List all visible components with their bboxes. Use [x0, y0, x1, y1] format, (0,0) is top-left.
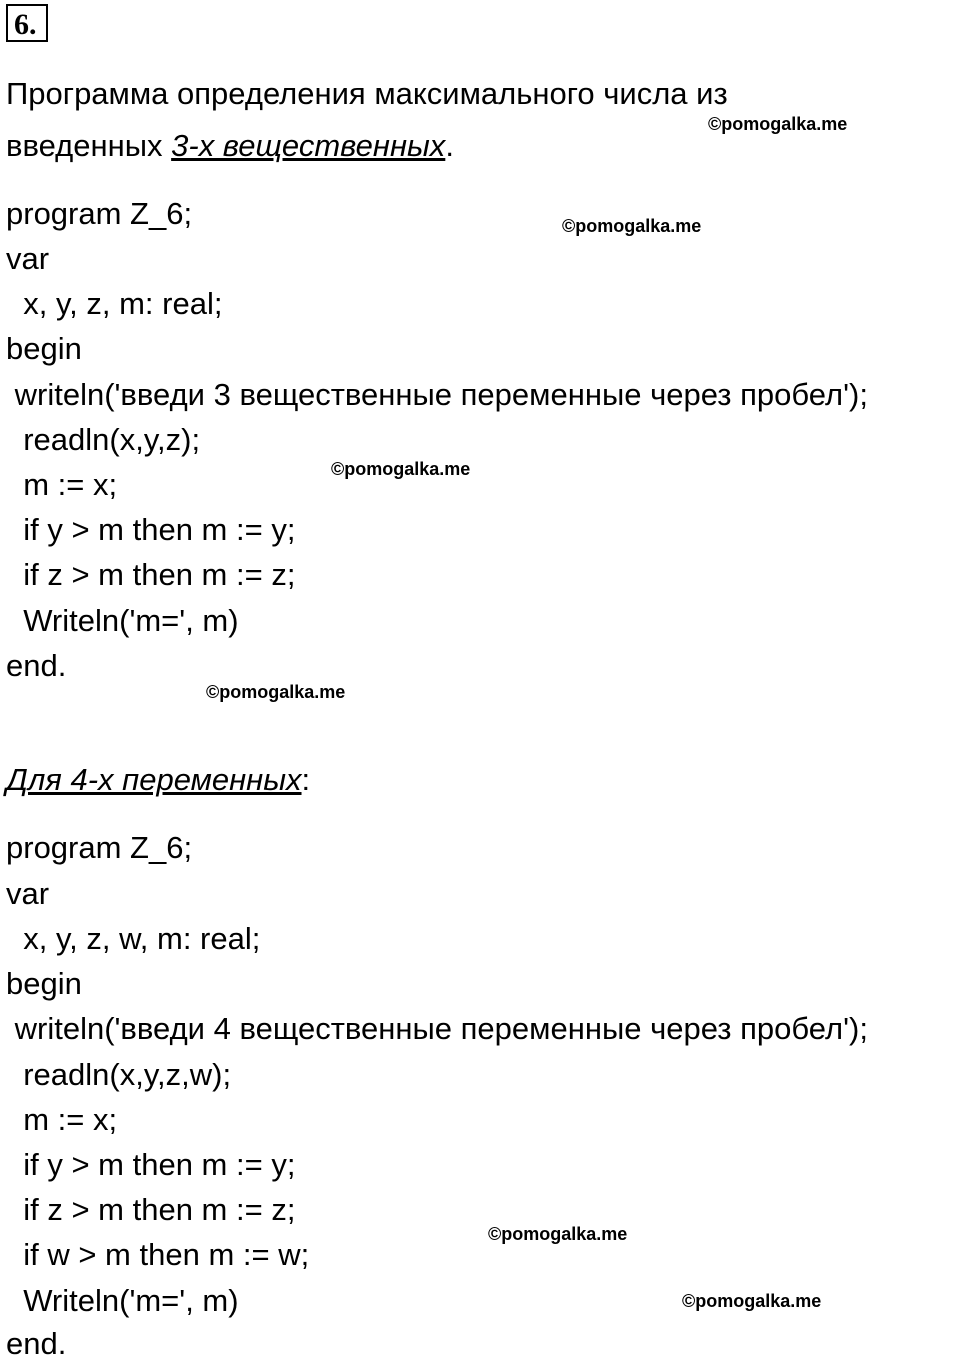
code-line: x, y, z, w, m: real; — [6, 921, 261, 956]
watermark: ©pomogalka.me — [488, 1224, 628, 1244]
code-line: program Z_6; — [6, 196, 193, 231]
watermark: ©pomogalka.me — [331, 459, 471, 479]
code-line: var — [6, 241, 50, 276]
section-2-suffix: : — [301, 762, 311, 797]
code-line: m := x; — [6, 1102, 118, 1137]
section-2-emphasis: Для 4-х переменных — [6, 762, 302, 797]
task-number: 6. — [6, 4, 48, 42]
code-line: end. — [6, 1326, 67, 1361]
code-line: writeln('введи 3 вещественные переменные через пробел'); — [6, 377, 868, 412]
code-line: if z > m then m := z; — [6, 1192, 296, 1227]
watermark: ©pomogalka.me — [708, 114, 848, 134]
code-line: if w > m then m := w; — [6, 1237, 310, 1272]
code-line: begin — [6, 331, 82, 366]
intro-line-1: Программа определения максимального числа из — [6, 76, 728, 111]
code-line: Writeln('m=', m) — [6, 603, 239, 638]
section-2-heading — [6, 762, 310, 798]
code-line: Writeln('m=', m) — [6, 1283, 239, 1318]
code-line: if y > m then m := y; — [6, 1147, 296, 1182]
code-line: if z > m then m := z; — [6, 557, 296, 592]
code-line: writeln('введи 4 вещественные переменные через пробел'); — [6, 1011, 868, 1046]
intro-suffix: . — [445, 128, 454, 163]
code-line: end. — [6, 648, 67, 683]
code-line: if y > m then m := y; — [6, 512, 296, 547]
watermark: ©pomogalka.me — [562, 216, 702, 236]
watermark: ©pomogalka.me — [682, 1291, 822, 1311]
code-line: readln(x,y,z); — [6, 422, 201, 457]
code-line: program Z_6; — [6, 830, 193, 865]
code-line: readln(x,y,z,w); — [6, 1057, 232, 1092]
watermark: ©pomogalka.me — [206, 682, 346, 702]
code-line: m := x; — [6, 467, 118, 502]
intro-line-2 — [6, 128, 454, 164]
code-line: x, y, z, m: real; — [6, 286, 223, 321]
code-line: begin — [6, 966, 82, 1001]
code-line: var — [6, 876, 50, 911]
intro-emphasis: 3-х вещественных — [171, 128, 446, 163]
intro-prefix: введенных — [6, 128, 172, 163]
